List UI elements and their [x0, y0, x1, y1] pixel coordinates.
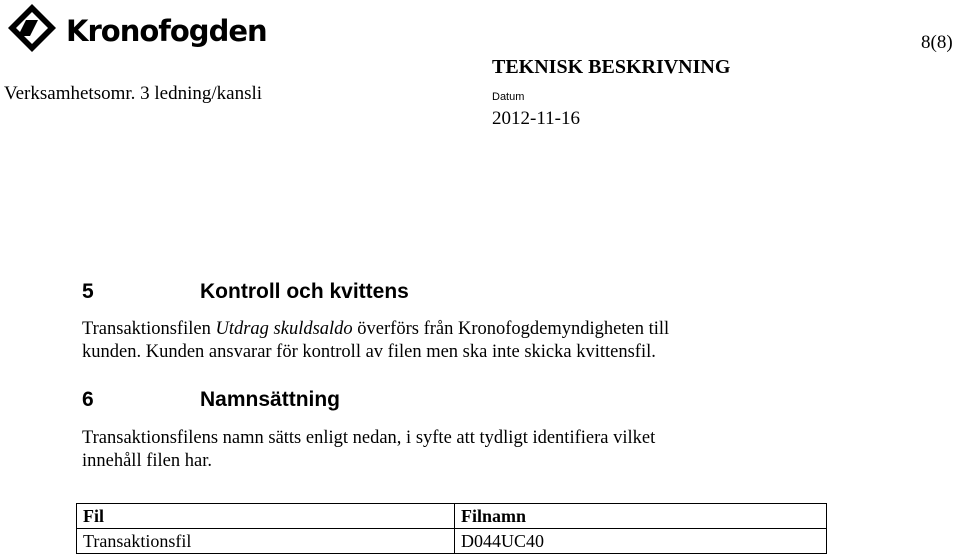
section-5-paragraph-line-2: kunden. Kunden ansvarar för kontroll av filen men ska inte skicka kvittensfil. [82, 342, 656, 362]
table-header-row [77, 504, 827, 529]
file-naming-table [76, 503, 827, 554]
section-5-text-suffix: överförs från Kronofogdemyndigheten till [352, 319, 670, 339]
section-6-paragraph-line-1: Transaktionsfilens namn sätts enligt nedan, i syfte att tydligt identifiera vilket [82, 428, 656, 448]
section-5-heading [82, 280, 582, 306]
table-cell-file-name: D044UC40 [455, 529, 827, 554]
kronofogden-logo [4, 2, 267, 56]
section-5-title: Kontroll och kvittens [200, 280, 409, 303]
table-header-filnamn: Filnamn [455, 504, 827, 529]
section-5-paragraph-line-1 [82, 318, 669, 341]
page-number: 8(8) [921, 32, 953, 53]
section-6-number: 6 [82, 388, 94, 411]
section-5-text-prefix: Transaktionsfilen [82, 319, 216, 339]
department-label: Verksamhetsomr. 3 ledning/kansli [4, 83, 263, 104]
section-5-number: 5 [82, 280, 94, 303]
date-label: Datum [492, 91, 525, 103]
diamond-logo-icon [4, 2, 64, 56]
document-title: TEKNISK BESKRIVNING [492, 56, 731, 78]
section-6-heading [82, 388, 582, 414]
date-value: 2012-11-16 [492, 108, 580, 129]
section-6-paragraph-line-2: innehåll filen har. [82, 451, 212, 471]
table-header-fil: Fil [77, 504, 455, 529]
logo-wordmark: Kronofogden [66, 14, 267, 48]
section-6-title: Namnsättning [200, 388, 341, 411]
section-5-file-name: Utdrag skuldsaldo [215, 319, 353, 339]
table-cell-file-type: Transaktionsfil [77, 529, 455, 554]
table-row [77, 529, 827, 554]
